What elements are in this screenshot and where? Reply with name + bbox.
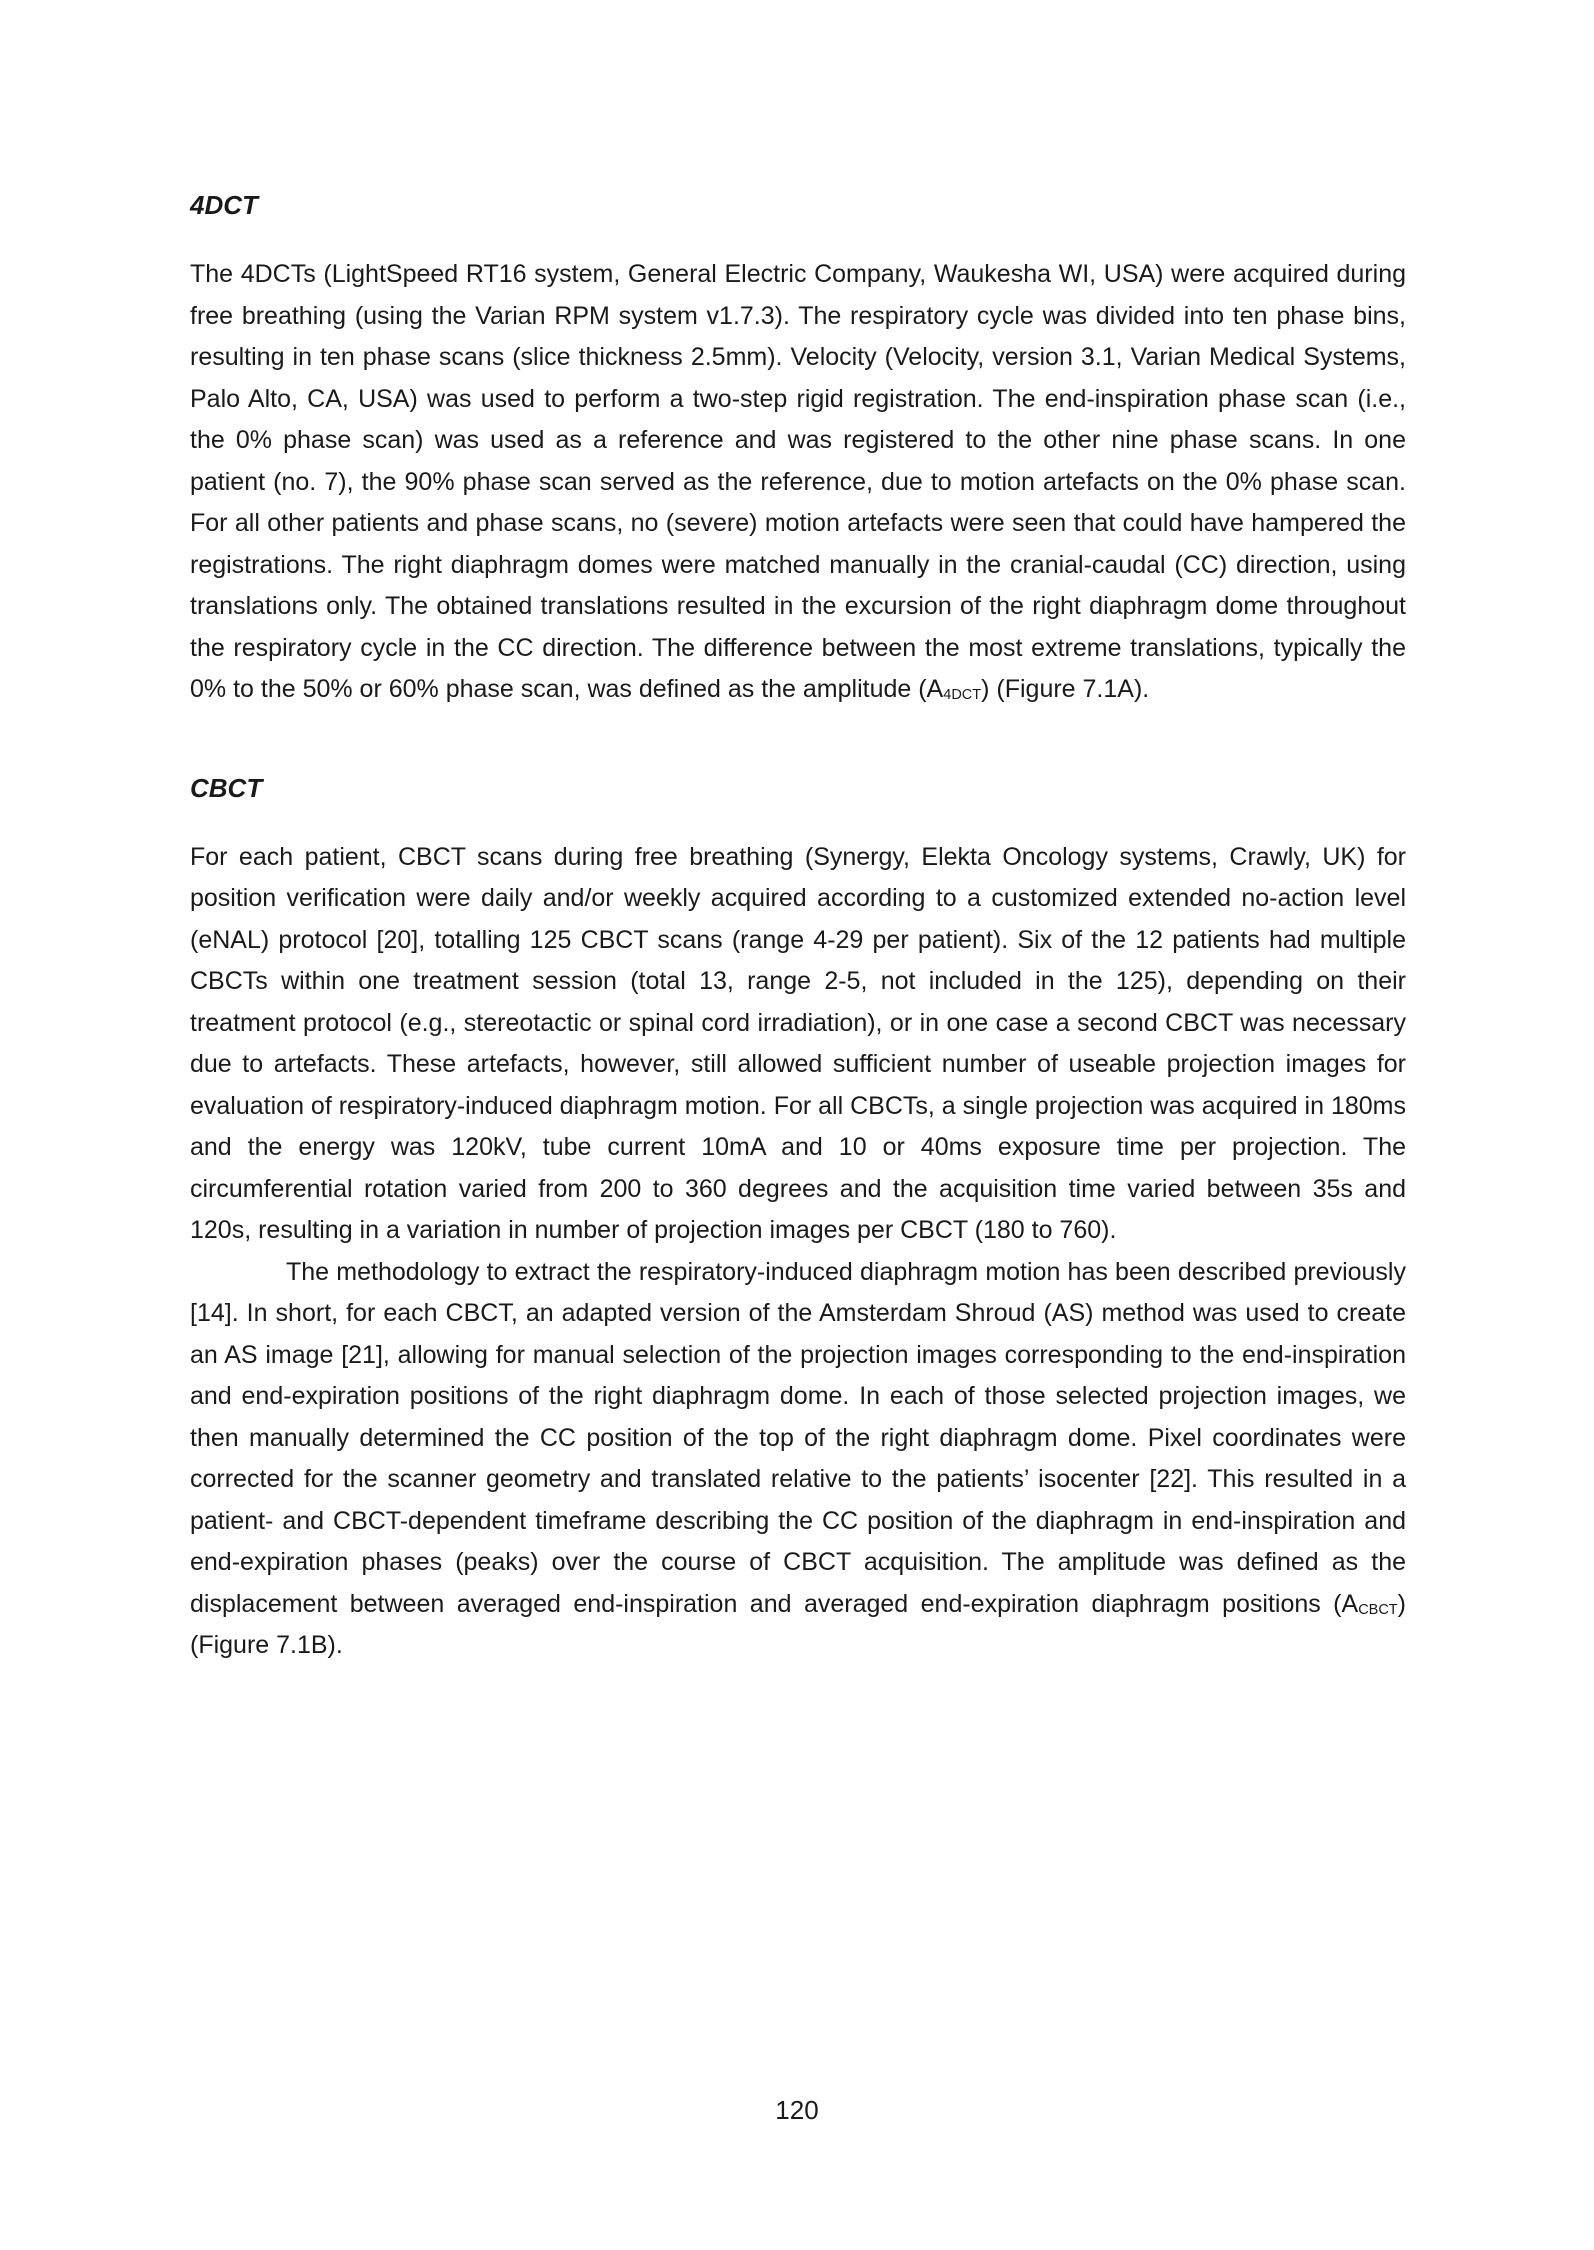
paragraph-cbct-2-tail: ) (Figure 7.1B).: [190, 1589, 1406, 1659]
paragraph-cbct-2-text: The methodology to extract the respiratory-induced diaphragm motion has been described previously [14]. In short, for each CBCT, an adapted version of the Amsterdam Shroud (AS) method was used to create an AS image [21], allowing for manual selection of the projection images corresponding to the end-inspiration and end-expiration positions of the right diaphragm dome. In each of those selected projection images, we then manually determined the CC position of the top of the right diaphragm dome. Pixel coordinates were corrected for the scanner geometry and translated relative to the patients’ isocenter [22]. This resulted in a patient- and CBCT-dependent timeframe describing the CC position of the diaphragm in end-inspiration and end-expiration phases (peaks) over the course of CBCT acquisition. The amplitude was defined as the displacement between averaged end-inspiration and averaged end-expiration diaphragm positions (A: [190, 1257, 1406, 1618]
subscript-cbct: CBCT: [1358, 1601, 1398, 1618]
paragraph-4dct-text: The 4DCTs (LightSpeed RT16 system, General Electric Company, Waukesha WI, USA) were acquired during free breathing (using the Varian RPM system v1.7.3). The respiratory cycle was divided into ten phase bins, resulting in ten phase scans (slice thickness 2.5mm). Velocity (Velocity, version 3.1, Varian Medical Systems, Palo Alto, CA, USA) was used to perform a two-step rigid registration. The end-inspiration phase scan (i.e., the 0% phase scan) was used as a reference and was registered to the other nine phase scans. In one patient (no. 7), the 90% phase scan served as the reference, due to motion artefacts on the 0% phase scan. For all other patients and phase scans, no (severe) motion artefacts were seen that could have hampered the registrations. The right diaphragm domes were matched manually in the cranial-caudal (CC) direction, using translations only. The obtained translations resulted in the excursion of the right diaphragm dome throughout the respiratory cycle in the CC direction. The difference between the most extreme translations, typically the 0% to the 50% or 60% phase scan, was defined as the amplitude (A: [190, 260, 1406, 703]
paragraph-cbct-1: For each patient, CBCT scans during free breathing (Synergy, Elekta Oncology systems, Crawly, UK) for position verification were daily and/or weekly acquired according to a customized extended no-action level (eNAL) protocol [20], totalling 125 CBCT scans (range 4-29 per patient). Six of the 12 patients had multiple CBCTs within one treatment session (total 13, range 2-5, not included in the 125), depending on their treatment protocol (e.g., stereotactic or spinal cord irradiation), or in one case a second CBCT was necessary due to artefacts. These artefacts, however, still allowed sufficient number of useable projection images for evaluation of respiratory-induced diaphragm motion. For all CBCTs, a single projection was acquired in 180ms and the energy was 120kV, tube current 10mA and 10 or 40ms exposure time per projection. The circumferential rotation varied from 200 to 360 degrees and the acquisition time varied between 35s and 120s, resulting in a variation in number of projection images per CBCT (180 to 760).: [190, 842, 1406, 1244]
paragraph-4dct: [190, 254, 1406, 711]
paragraph-4dct-tail: ) (Figure 7.1A).: [981, 675, 1150, 703]
page-number: 120: [775, 2095, 819, 2125]
paragraph-cbct-2: [190, 1252, 1406, 1667]
section-heading-4dct: 4DCT: [190, 190, 258, 220]
section-heading-cbct: CBCT: [190, 772, 263, 803]
page-body: [190, 185, 1406, 1667]
subscript-4dct: 4DCT: [943, 687, 982, 704]
